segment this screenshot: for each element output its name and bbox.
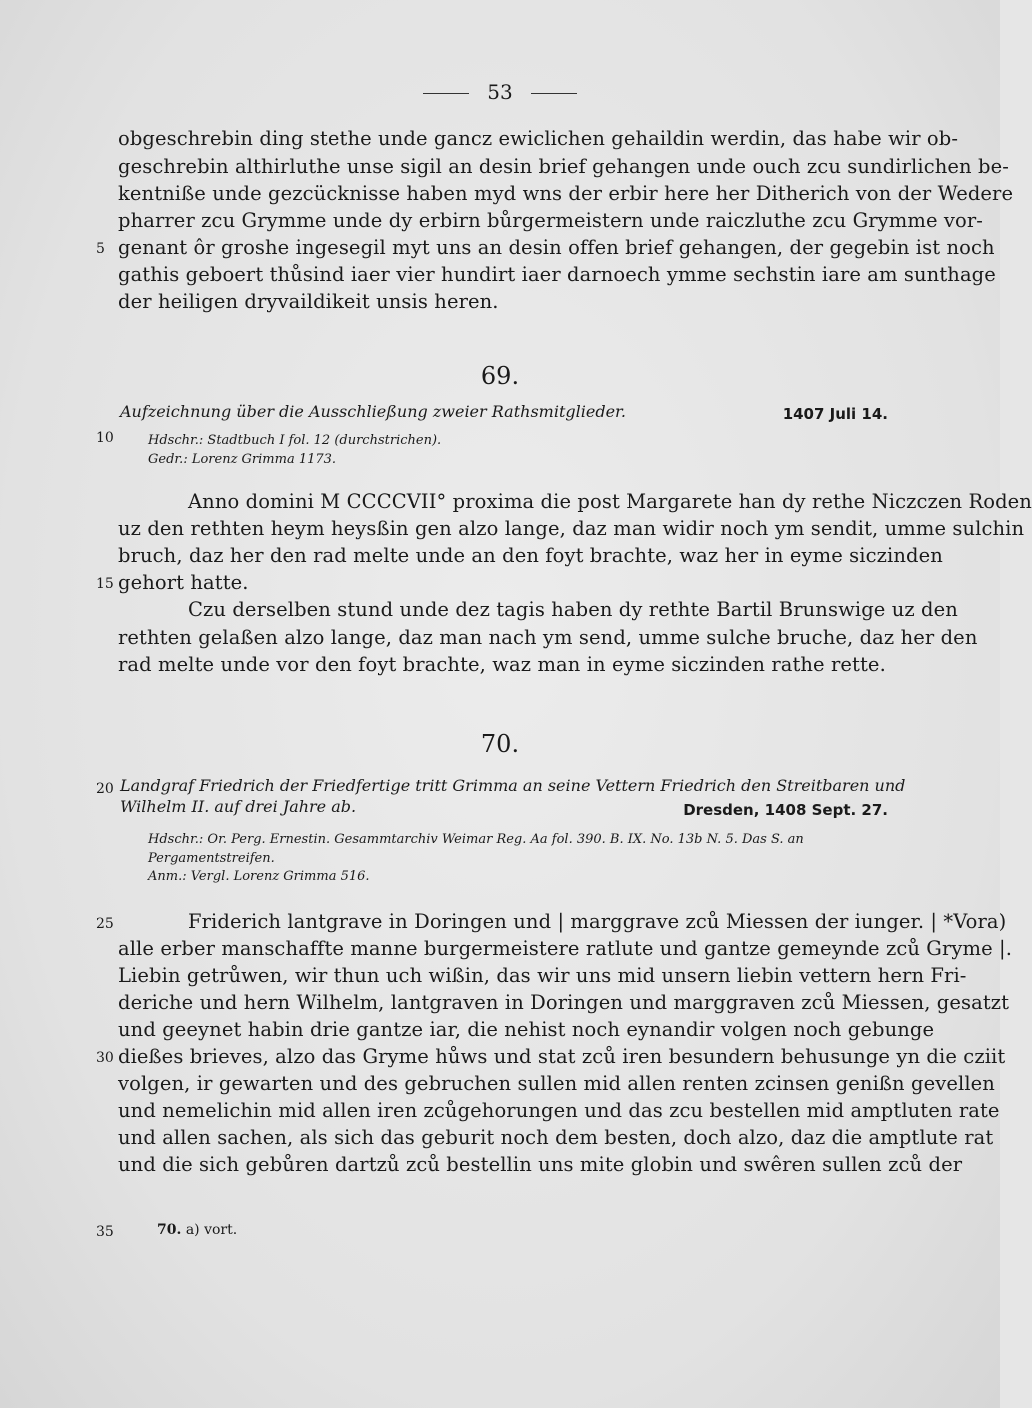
page-number: 53 — [0, 80, 1000, 104]
doc70-text-line: deriche und hern Wilhelm, lantgraven in Doringen und marggraven zců Miessen, gesatzt — [118, 991, 1010, 1014]
doc70-manuscript-line2: Pergamentstreifen. — [148, 851, 275, 866]
doc70-note: Anm.: Vergl. Lorenz Grimma 516. — [148, 869, 370, 884]
margin-line-number: 10 — [96, 430, 114, 446]
margin-line-number: 30 — [96, 1050, 114, 1066]
doc69-date: 1407 Juli 14. — [782, 405, 888, 423]
doc70-text-line: dießes brieves, alzo das Gryme hůws und stat zců iren besundern behusunge yn die cziit — [118, 1045, 1006, 1068]
doc70-text-line: alle erber manschaffte manne burgermeistere ratlute und gantze gemeynde zců Gryme |. — [118, 937, 1013, 960]
doc70-text-line: und die sich gebůren dartzů zců bestellin uns mite globin und swêren sullen zců der — [118, 1153, 963, 1176]
margin-line-number: 25 — [96, 916, 114, 932]
footnote-text: a) vort. — [185, 1222, 238, 1238]
doc70-text-line: und allen sachen, als sich das geburit noch dem besten, doch alzo, daz die amptlute rat — [118, 1126, 994, 1149]
footnote — [157, 1222, 237, 1238]
margin-line-number: 15 — [96, 576, 114, 592]
rule-right — [531, 93, 577, 94]
footnote-number: 70. — [157, 1222, 182, 1238]
continuation-line: geschrebin althirluthe unse sigil an desin brief gehangen unde ouch zcu sundirlichen be- — [118, 155, 1009, 178]
doc69-text-line: bruch, daz her den rad melte unde an den foyt brachte, waz her in eyme siczinden — [118, 544, 943, 567]
doc70-text-line: Friderich lantgrave in Doringen und | marggrave zců Miessen der iunger. | *Vora) — [188, 910, 1007, 933]
continuation-line: genant ôr groshe ingesegil myt uns an desin offen brief gehangen, der gegebin ist noch — [118, 236, 995, 259]
doc70-summary-line2: Wilhelm II. auf drei Jahre ab. — [120, 797, 357, 816]
doc70-text-line: Liebin getrůwen, wir thun uch wißin, das wir uns mid unsern liebin vettern hern Fri- — [118, 964, 967, 987]
doc69-text-line: Czu derselben stund unde dez tagis haben dy rethte Bartil Brunswige uz den — [188, 598, 958, 621]
doc69-text-line: Anno domini M CCCCVII° proxima die post Margarete han dy rethe Niczczen Roden — [188, 490, 1032, 513]
continuation-line: gathis geboert thůsind iaer vier hundirt iaer darnoech ymme sechstin iare am sunthage — [118, 263, 996, 286]
doc70-manuscript-line1: Hdschr.: Or. Perg. Ernestin. Gesammtarchiv Weimar Reg. Aa fol. 390. B. IX. No. 13b N. 5. Das S. an — [148, 832, 804, 847]
doc70-text-line: und geeynet habin drie gantze iar, die nehist noch eynandir volgen noch gebunge — [118, 1018, 935, 1041]
continuation-line: pharrer zcu Grymme unde dy erbirn bůrgermeistern unde raiczluthe zcu Grymme vor- — [118, 209, 983, 232]
continuation-line: der heiligen dryvaildikeit unsis heren. — [118, 290, 499, 313]
doc69-text-line: uz den rethten heym heysßin gen alzo lange, daz man widir noch ym sendit, umme sulchin — [118, 517, 1025, 540]
margin-line-number: 20 — [96, 781, 114, 797]
rule-left — [423, 93, 469, 94]
doc70-text-line: und nemelichin mid allen iren zcůgehorungen und das zcu bestellen mid amptluten rate — [118, 1099, 1000, 1122]
document-number-69: 69. — [480, 362, 520, 390]
document-number-70: 70. — [480, 730, 520, 758]
continuation-line: kentniße unde gezcücknisse haben myd wns der erbir here her Ditherich von der Wedere — [118, 182, 1014, 205]
doc69-text-line: rethten gelaßen alzo lange, daz man nach ym send, umme sulche bruche, daz her den — [118, 626, 978, 649]
doc69-text-line: rad melte unde vor den foyt brachte, waz man in eyme siczinden rathe rette. — [118, 653, 886, 676]
margin-line-number: 5 — [96, 241, 105, 257]
doc70-summary-line1: Landgraf Friedrich der Friedfertige tritt Grimma an seine Vettern Friedrich den Streitbaren und — [120, 776, 906, 795]
doc69-printed: Gedr.: Lorenz Grimma 1173. — [148, 452, 337, 467]
continuation-line: obgeschrebin ding stethe unde gancz ewiclichen gehaildin werdin, das habe wir ob- — [118, 127, 959, 150]
doc69-summary: Aufzeichnung über die Ausschließung zweier Rathsmitglieder. — [120, 402, 627, 421]
doc69-manuscript: Hdschr.: Stadtbuch I fol. 12 (durchstrichen). — [148, 433, 442, 448]
doc69-text-line: gehort hatte. — [118, 571, 249, 594]
doc70-text-line: volgen, ir gewarten und des gebruchen sullen mid allen renten zcinsen genißn gevellen — [118, 1072, 995, 1095]
margin-line-number: 35 — [96, 1224, 114, 1240]
doc70-date: Dresden, 1408 Sept. 27. — [683, 801, 888, 819]
